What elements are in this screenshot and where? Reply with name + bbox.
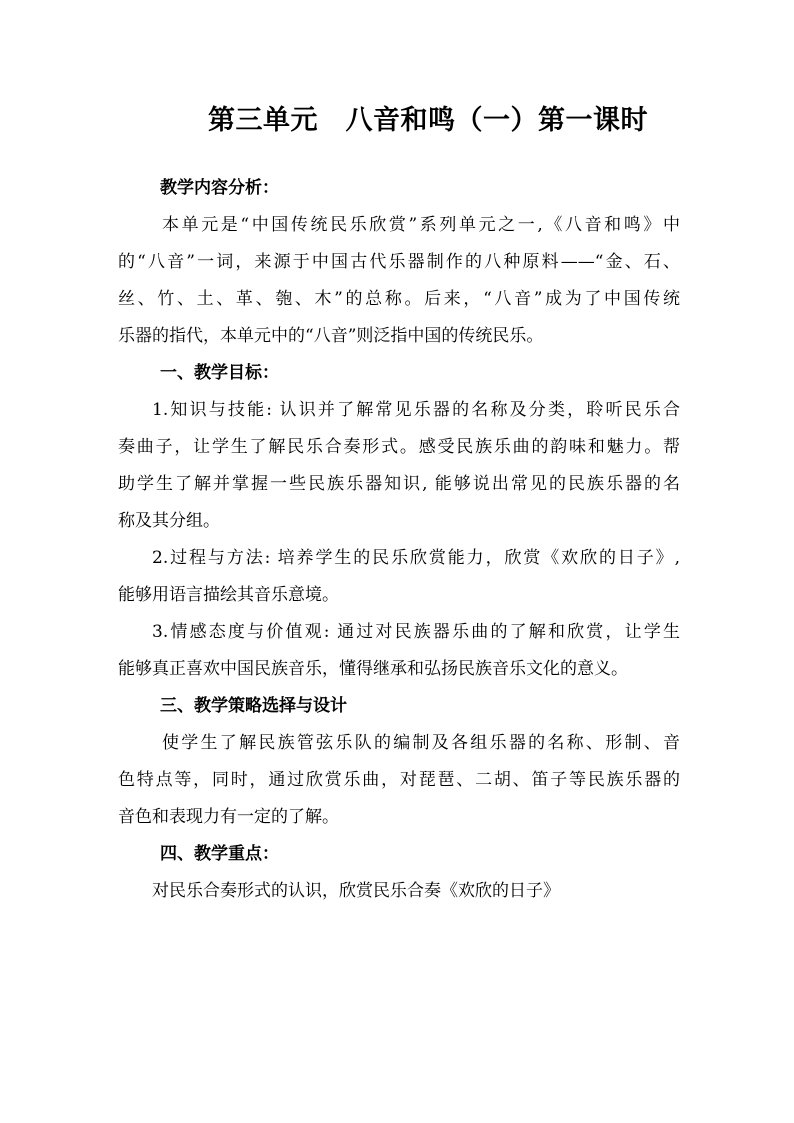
paragraph-line: 能够真正喜欢中国民族音乐，懂得继承和弘扬民族音乐文化的意义。: [118, 659, 628, 679]
paragraph-line: 丝、竹、土、革、匏、木”的总称。后来，“八音”成为了中国传统: [118, 289, 680, 309]
paragraph-line: 对民乐合奏形式的认识，欣赏民乐合奏《欢欣的日子》: [152, 881, 560, 901]
paragraph-line: 2.过程与方法: 培养学生的民乐欣赏能力，欣赏《欢欣的日子》,: [152, 548, 680, 568]
paragraph-line: 音色和表现力有一定的了解。: [118, 807, 339, 827]
paragraph-line: 称及其分组。: [118, 511, 220, 531]
paragraph-line: 色特点等，同时，通过欣赏乐曲，对琵琶、二胡、笛子等民族乐器的: [118, 770, 680, 790]
paragraph-line: 乐器的指代，本单元中的“八音”则泛指中国的传统民乐。: [118, 326, 544, 346]
paragraph-line: 能够用语言描绘其音乐意境。: [118, 585, 339, 605]
section-heading-objectives: 一、教学目标：: [160, 363, 279, 383]
paragraph-line: 1.知识与技能: 认识并了解常见乐器的名称及分类，聆听民乐合: [152, 400, 680, 420]
paragraph-line: 3.情感态度与价值观: 通过对民族器乐曲的了解和欣赏，让学生: [152, 622, 680, 642]
paragraph-line: 的“八音”一词，来源于中国古代乐器制作的八种原料——“金、石、: [118, 252, 680, 272]
paragraph-line: 奏曲子，让学生了解民乐合奏形式。感受民族乐曲的韵味和魅力。帮: [118, 437, 680, 457]
page-title: 第三单元 八音和鸣（一）第一课时: [208, 105, 648, 136]
paragraph-line: 本单元是“中国传统民乐欣赏”系列单元之一,《八音和鸣》中: [162, 215, 680, 235]
paragraph-line: 使学生了解民族管弦乐队的编制及各组乐器的名称、形制、音: [162, 733, 680, 753]
section-heading-content-analysis: 教学内容分析：: [160, 178, 279, 198]
section-heading-strategy: 三、教学策略选择与设计: [160, 696, 347, 716]
paragraph-line: 助学生了解并掌握一些民族乐器知识, 能够说出常见的民族乐器的名: [118, 474, 680, 494]
document-body: [118, 170, 680, 910]
section-heading-key-points: 四、教学重点：: [160, 844, 279, 864]
